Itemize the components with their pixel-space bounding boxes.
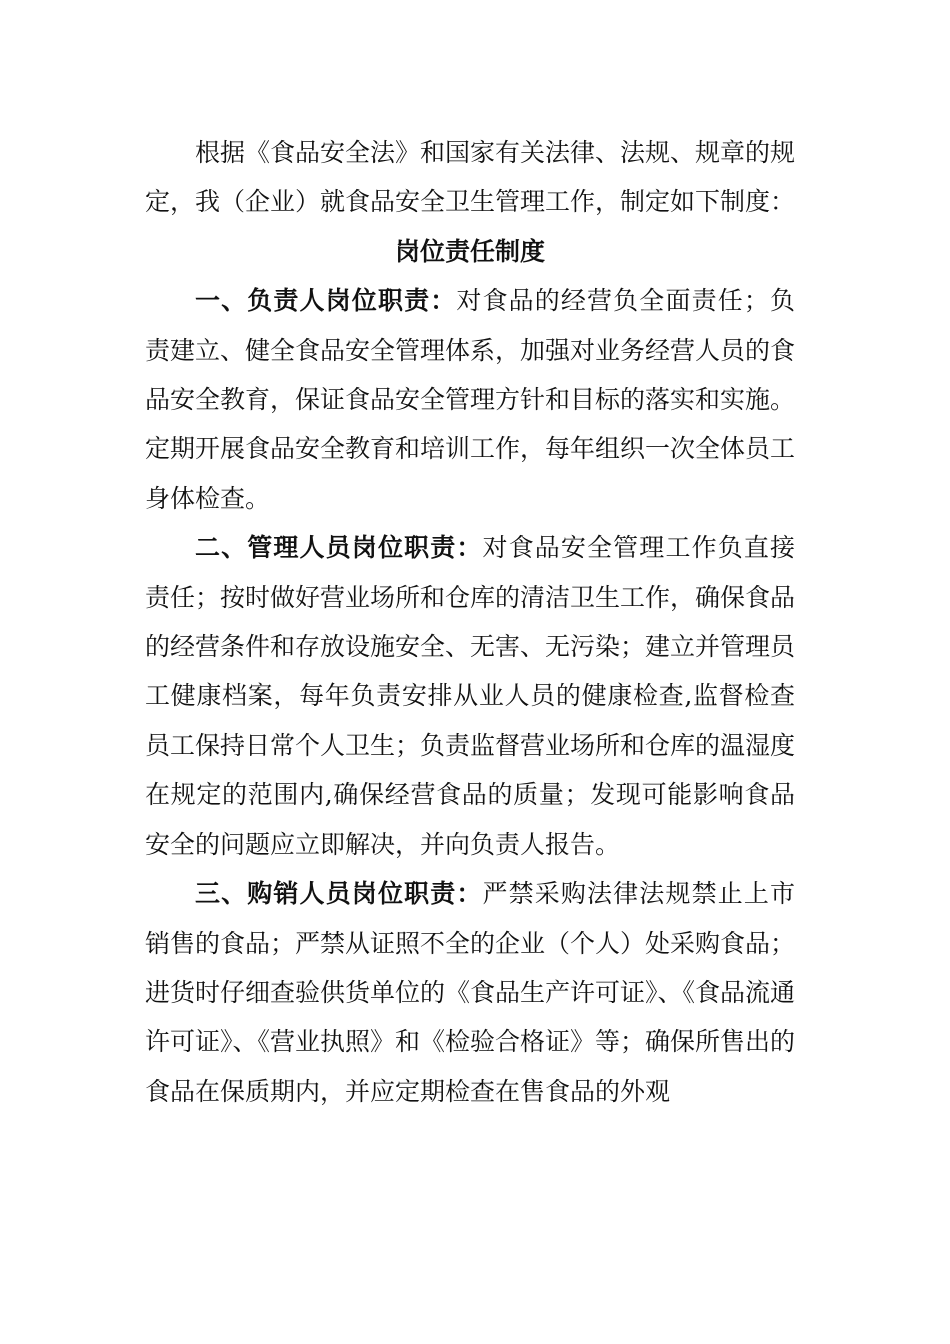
section-title: 岗位责任制度 [394,236,545,266]
clause-lead-2: 二、管理人员岗位职责： [195,533,483,563]
clause-paragraph-3 [145,869,795,1116]
intro-paragraph: 根据《食品安全法》和国家有关法律、法规、规章的规定，我（企业）就食品安全卫生管理工作，制定如下制度： [145,138,796,217]
clause-paragraph-1 [145,276,795,523]
clause-body-2: 对食品安全管理工作负直接责任；按时做好营业场所和仓库的清洁卫生工作，确保食品的经营条件和存放设施安全、无害、无污染；建立并管理员工健康档案，每年负责安排从业人员的健康检查,监督检查员工保持日常个人卫生；负责监督营业场所和仓库的温湿度在规定的范围内,确保经营食品的质量；发现可能影响食品安全的问题应立即解决，并向负责人报告。 [145,533,796,859]
clause-body-1: 对食品的经营负全面责任；负责建立、健全食品安全管理体系，加强对业务经营人员的食品安全教育，保证食品安全管理方针和目标的落实和实施。定期开展食品安全教育和培训工作，每年组织一次全体员工身体检查。 [145,286,796,513]
clause-body-3: 严禁采购法律法规禁止上市销售的食品；严禁从证照不全的企业（个人）处采购食品；进货时仔细查验供货单位的《食品生产许可证》、《食品流通许可证》、《营业执照》和《检验合格证》等；确保所售出的食品在保质期内，并应定期检查在售食品的外观 [145,879,796,1106]
document-body [145,128,795,1116]
clause-lead-3: 三、购销人员岗位职责： [195,879,483,909]
clause-paragraph-2 [145,523,795,869]
clause-lead-1: 一、负责人岗位职责： [195,286,457,316]
